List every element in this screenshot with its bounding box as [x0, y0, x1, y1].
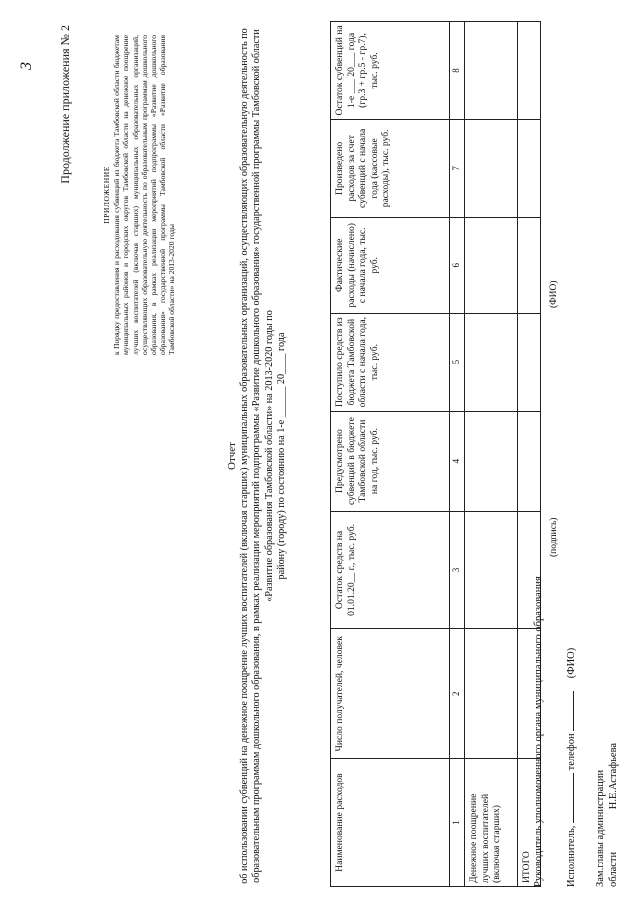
executor-blank	[573, 773, 574, 823]
column-number: 6	[450, 217, 465, 313]
appendix-heading: ПРИЛОЖЕНИЕ	[102, 166, 111, 224]
table-cell	[465, 511, 518, 629]
table-cell	[465, 313, 518, 411]
continuation-header: Продолжение приложения № 2	[58, 25, 72, 184]
executor-line	[566, 648, 577, 887]
deputy-block	[594, 743, 620, 887]
report-title: Отчет	[226, 442, 238, 470]
report-table	[330, 21, 541, 887]
table-cell	[518, 119, 541, 217]
header-cell: Остаток субвенций на 1-е ___ 20___ года (гр.3 + гр.5 - гр.7), тыс. руб.	[331, 22, 450, 120]
header-cell: Число получателей, человек	[331, 629, 450, 759]
column-number: 5	[450, 313, 465, 411]
table-cell	[465, 411, 518, 511]
header-cell: Поступило средств из бюджета Тамбовской области с начала года, тыс. руб.	[331, 313, 450, 411]
page-number: 3	[18, 62, 35, 70]
deputy-title: Зам.главы администрации	[595, 769, 606, 887]
column-number: 4	[450, 411, 465, 511]
sign-caption: (подпись)	[549, 517, 559, 557]
column-number: 1	[450, 759, 465, 887]
column-number: 7	[450, 119, 465, 217]
phone-blank	[573, 691, 574, 731]
table-cell	[465, 629, 518, 759]
executor-label: Исполнитель,	[566, 825, 577, 887]
table-header-row	[331, 22, 450, 887]
table-cell	[518, 22, 541, 120]
report-header	[226, 21, 288, 891]
row-name: ИТОГО	[518, 759, 541, 887]
head-label: Руководитель уполномоченного органа муниципального образования	[533, 576, 544, 887]
row-name: Денежное поощрение лучших воспитателей (включая старших)	[465, 759, 518, 887]
table-row	[465, 22, 518, 887]
table-cell	[465, 22, 518, 120]
table-cell	[465, 119, 518, 217]
report-date-line: району (городу) по состоянию на 1-е ______ 20____ года	[275, 332, 287, 580]
column-number-row	[450, 22, 465, 887]
column-number: 8	[450, 22, 465, 120]
signature-blank	[540, 418, 541, 568]
deputy-name: Н.Е.Астафьева	[608, 742, 619, 810]
header-cell: Остаток средств на 01.01.20__ г., тыс. руб.	[331, 511, 450, 629]
table-cell	[465, 217, 518, 313]
fio-caption: (ФИО)	[549, 280, 559, 308]
column-number: 3	[450, 511, 465, 629]
deputy-title-2: области	[608, 851, 619, 887]
header-cell: Произведено расходов за счет субвенций с начала года (кассовые расходы), тыс. руб.	[331, 119, 450, 217]
executor-fio: (ФИО)	[566, 647, 577, 679]
appendix-text: к Порядку предоставления и расходования субвенций из бюджета Тамбовской области бюджетам муниципальных районов и городских округов Тамбовской области на денежное поощрение лучших воспитателей (включая старших) муниципальных образовательных организаций, осуществляющих образовательную деятельность по образовательным программам дошкольного образования, в рамках реализации мероприятий подпрограммы «Развитие дошкольного образования» государственной программы Тамбовской области «Развитие образования Тамбовской области» на 2013-2020 годы	[112, 35, 177, 355]
appendix-block	[102, 35, 177, 355]
header-cell: Наименование расходов	[331, 759, 450, 887]
phone-label: телефон	[566, 733, 577, 771]
report-body: об использовании субвенций на денежное поощрение лучших воспитателей (включая старших) муниципальных образовательных организаций, осуществляющих образовательную деятельность по образовательным программам дошкольного образования, в рамках реализации мероприятий подпрограммы «Развитие дошкольного образования» государственной программы Тамбовской области «Развитие образования Тамбовской области» на 2013-2020 годы по	[239, 28, 275, 884]
header-cell: Фактические расходы (начислено) с начала года, тыс. руб.	[331, 217, 450, 313]
column-number: 2	[450, 629, 465, 759]
head-signature-line	[533, 269, 544, 887]
fio-blank	[540, 269, 541, 389]
header-cell: Предусмотрено субвенций в бюджете Тамбовской области на год, тыс. руб.	[331, 411, 450, 511]
